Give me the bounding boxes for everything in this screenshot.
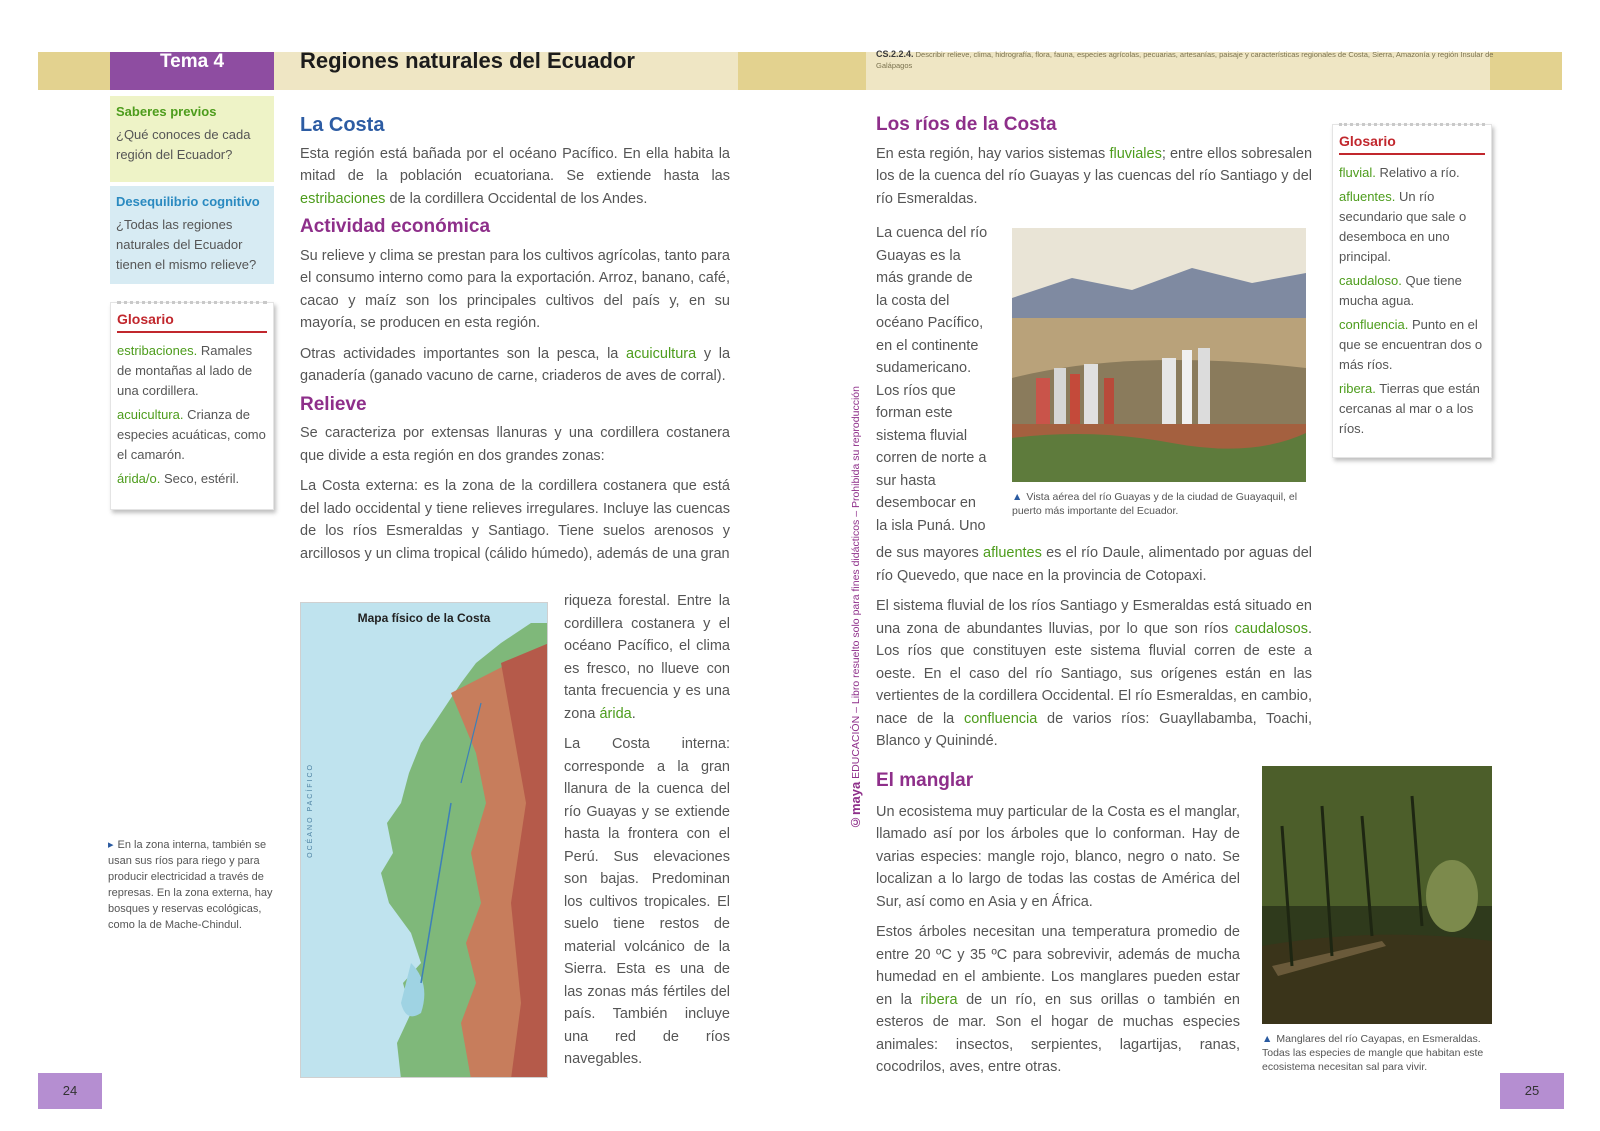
glossary-entry: árida/o. Seco, estéril. bbox=[117, 471, 240, 486]
glossary-left bbox=[110, 302, 274, 510]
map-graphic bbox=[301, 603, 548, 1078]
heading-actividad: Actividad económica bbox=[300, 216, 491, 237]
paragraph: Esta región está bañada por el océano Pacífico. En ella habita la mitad de la población ecuatoriana. Se extiende hasta las estribaciones de la cordillera Occidental de los Andes. bbox=[300, 145, 730, 207]
triangle-caption-icon: ▲ bbox=[1262, 1033, 1273, 1045]
side-note: ▸ En la zona interna, también se usan sus ríos para riego y para producir electricidad a través de represas. En la zona externa, hay bosques y reservas ecológicas, como la de Mache-Chindul. bbox=[108, 839, 273, 931]
paragraph: Su relieve y clima se prestan para los cultivos agrícolas, tanto para el consumo interno como para la exportación. Arroz, banano, café, cacao y maíz son los principales cultivos del país y, en su mayoría, se producen en esta región. bbox=[300, 247, 730, 331]
heading-relieve: Relieve bbox=[300, 393, 367, 415]
saberes-previos-box bbox=[110, 96, 274, 182]
saberes-title: Saberes previos bbox=[116, 104, 217, 119]
desequilibrio-title: Desequilibrio cognitivo bbox=[116, 194, 260, 209]
photo-graphic bbox=[1262, 766, 1492, 1024]
triangle-caption-icon: ▲ bbox=[1012, 491, 1023, 503]
spiral-binding bbox=[1339, 123, 1485, 131]
right-wrap-column bbox=[876, 222, 988, 537]
header-band-accent-left bbox=[38, 52, 110, 90]
paragraph: Un ecosistema muy particular de la Costa es el manglar, llamado así por los árboles que lo conforman. Hay de varias especies: mangle rojo, blanco, negro o nato. Se localizan a lo largo de todas las costas de América del Sur, así como en Asia y en África. bbox=[876, 803, 1240, 910]
page-number-right: 25 bbox=[1500, 1073, 1564, 1109]
paragraph: Otras actividades importantes son la pesca, la acuicultura y la ganadería (ganado vacuno de carne, criaderos de aves de corral). bbox=[300, 345, 731, 384]
glossary-entry: afluentes. Un río secundario que sale o desemboca en uno principal. bbox=[1339, 189, 1467, 264]
spiral-binding bbox=[117, 301, 267, 309]
header-band-accent-right bbox=[1490, 52, 1562, 90]
glossary-right bbox=[1332, 124, 1492, 458]
copyright-vertical: ©maya EDUCACIÓN – Libro resuelto solo para fines didácticos – Prohibida su reproducción bbox=[848, 386, 863, 830]
glossary-entry: fluvial. Relativo a río. bbox=[1339, 165, 1460, 180]
right-column-bottom bbox=[876, 770, 1240, 1079]
heading-rios-costa: Los ríos de la Costa bbox=[876, 114, 1057, 135]
paragraph: La Costa interna: corresponde a la gran llanura de la cuenca del río Guayas y se extiende hasta la frontera con el Perú. Sus elevaciones son bajas. Predominan los cultivos tropicales. El suelo tiene restos de material volcánico de la Sierra. Esta es una de las zonas más fértiles del país. También incluye una red de ríos navegables. bbox=[564, 736, 730, 1067]
guayas-river-photo bbox=[1012, 228, 1306, 482]
map-ocean-label: OCÉANO PACÍFICO bbox=[307, 763, 314, 858]
paragraph: de sus mayores afluentes es el río Daule, alimentado por aguas del río Quevedo, que nace en la provincia de Cotopaxi. bbox=[876, 545, 1312, 584]
glossary-entry: caudaloso. Que tiene mucha agua. bbox=[1339, 273, 1462, 308]
page-number-left: 24 bbox=[38, 1073, 102, 1109]
heading-la-costa: La Costa bbox=[300, 114, 385, 136]
paragraph: Estos árboles necesitan una temperatura promedio de entre 20 ºC y 35 ºC para sobrevivir, además de mucha humedad en el ambiente. Los manglares pueden estar en la ribera de un río, en sus orillas o también en esteros de mar. Son el hogar de muchas especies animales: insectos, serpientes, lagartijas, ranas, cocodrilos, aves, entre otras. bbox=[876, 924, 1240, 1075]
map-title: Mapa físico de la Costa bbox=[357, 611, 491, 625]
glossary-title: Glosario bbox=[117, 311, 267, 333]
glossary-entry: confluencia. Punto en el que se encuentran dos o más ríos. bbox=[1339, 317, 1483, 372]
glossary-title: Glosario bbox=[1339, 133, 1485, 155]
triangle-bullet-icon: ▸ bbox=[108, 839, 114, 851]
saberes-text: ¿Qué conoces de cada región del Ecuador? bbox=[116, 127, 251, 162]
paragraph: La cuenca del río Guayas es la más grande de la costa del océano Pacífico, en el continente sudamericano. Los ríos que forman este sistema fluvial corren de norte a sur hasta desembocar en la isla Puná. Uno bbox=[876, 225, 988, 534]
paragraph: Se caracteriza por extensas llanuras y una cordillera costanera que divide a esta región en dos grandes zonas: bbox=[300, 425, 730, 464]
desequilibrio-text: ¿Todas las regiones naturales del Ecuador tienen el mismo relieve? bbox=[116, 217, 257, 272]
curriculum-code: CS.2.2.4. bbox=[876, 49, 914, 59]
left-column bbox=[300, 114, 730, 565]
mangrove-photo bbox=[1262, 766, 1492, 1024]
coast-physical-map bbox=[300, 602, 548, 1078]
glossary-entry: ribera. Tierras que están cercanas al mar o a los ríos. bbox=[1339, 381, 1480, 436]
glossary-entry: estribaciones. Ramales de montañas al lado de una cordillera. bbox=[117, 343, 253, 398]
glossary-entry: acuicultura. Crianza de especies acuáticas, como el camarón. bbox=[117, 407, 266, 462]
tema-label: Tema 4 bbox=[110, 52, 274, 90]
photo-graphic bbox=[1012, 228, 1306, 482]
paragraph: El sistema fluvial de los ríos Santiago y Esmeraldas está situado en una zona de abundantes lluvias, por lo que son ríos caudalosos. Los ríos que constituyen este sistema fluvial corren de este a oeste. En el caso del río Santiago, sus orígenes están en las vertientes de la cordillera Occidental. El río Esmeraldas, en cambio, nace de la confluencia de varios ríos: Guayllabamba, Toachi, Blanco y Quinindé. bbox=[876, 598, 1313, 749]
heading-manglar: El manglar bbox=[876, 770, 974, 791]
paragraph: En esta región, hay varios sistemas fluviales; entre ellos sobresalen los de la cuenca del río Guayas y las cuencas del río Santiago y del río Esmeraldas. bbox=[876, 145, 1313, 207]
right-column-top bbox=[876, 114, 1312, 210]
header-band-accent-center bbox=[738, 52, 866, 90]
curriculum-header bbox=[876, 49, 1496, 71]
desequilibrio-box bbox=[110, 186, 274, 284]
left-wrap-column bbox=[564, 590, 730, 1071]
page-title: Regiones naturales del Ecuador bbox=[300, 48, 635, 73]
right-column-mid bbox=[876, 542, 1312, 753]
paragraph: riqueza forestal. Entre la cordillera costanera y el océano Pacífico, el clima es fresco, no llueve con tanta frecuencia y es una zona árida. bbox=[564, 593, 730, 722]
curriculum-text: Describir relieve, clima, hidrografía, flora, fauna, especies agrícolas, pecuarias, artesanías, paisaje y características regionales de Costa, Sierra, Amazonía y región Insular de Galápagos bbox=[876, 50, 1494, 70]
caption-guayas: ▲ Vista aérea del río Guayas y de la ciudad de Guayaquil, el puerto más importante del Ecuador. bbox=[1012, 491, 1298, 517]
caption-manglar: ▲ Manglares del río Cayapas, en Esmeraldas. Todas las especies de mangle que habitan este ecosistema necesitan sal para vivir. bbox=[1262, 1033, 1484, 1073]
paragraph: La Costa externa: es la zona de la cordillera costanera que está del lado occidental y tiene relieves irregulares. Incluye las cuencas de los ríos Esmeraldas y Santiago. Tiene suelos arenosos y arcillosos y un clima tropical (cálido húmedo), además de una gran bbox=[300, 478, 730, 562]
